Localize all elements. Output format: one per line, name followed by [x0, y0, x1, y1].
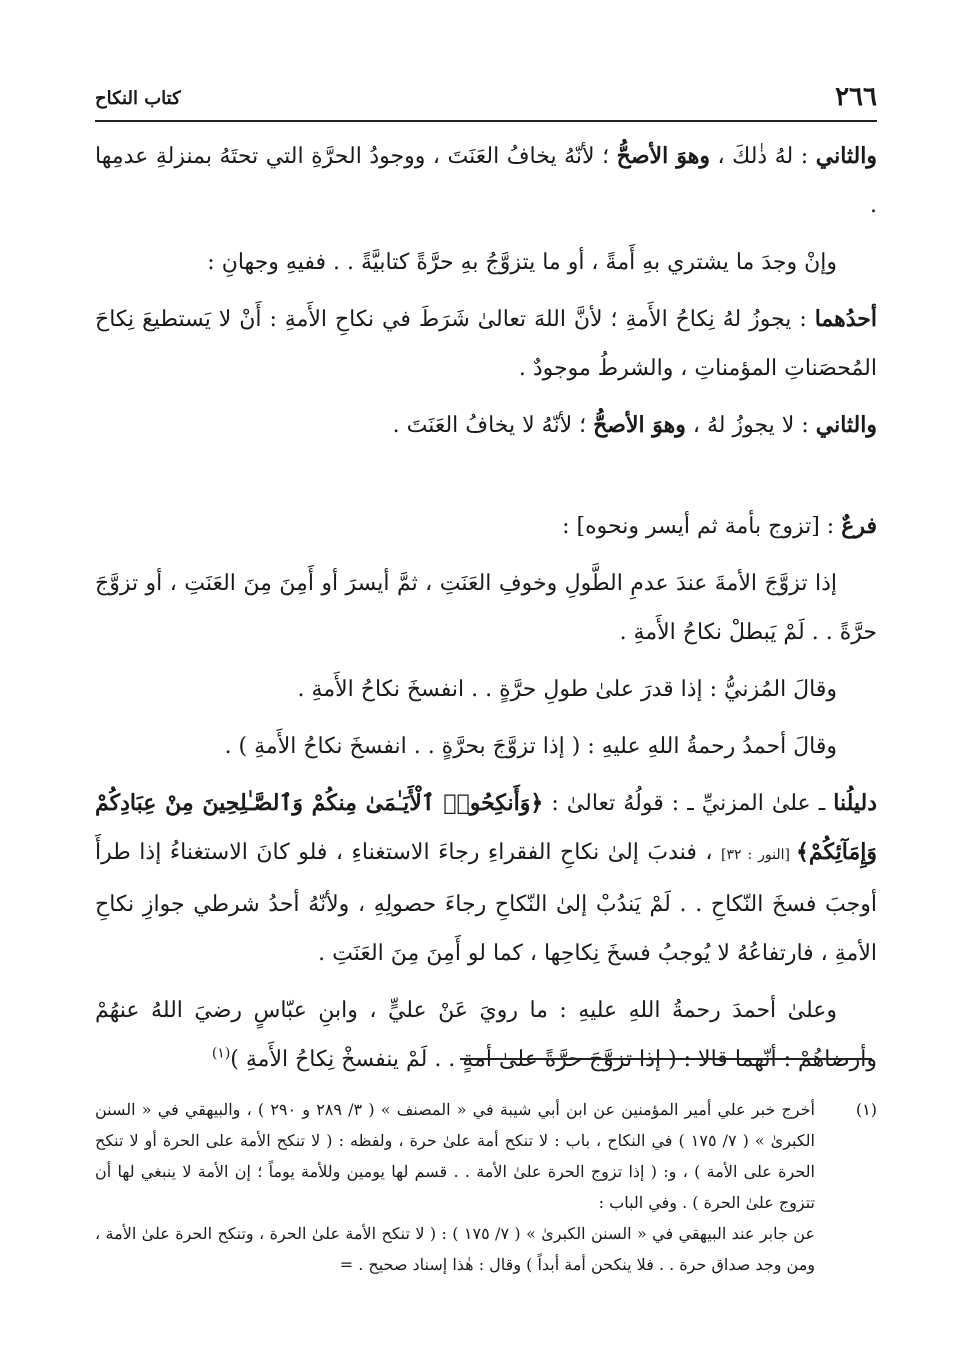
paragraph-label: دليلُنا	[833, 790, 877, 816]
running-header	[95, 78, 877, 122]
main-text	[95, 132, 877, 1084]
paragraph-second-view-2	[95, 401, 877, 450]
paragraph-text: : لهُ ذٰلكَ ،	[710, 144, 816, 169]
paragraph-text: ـ علىٰ المزنيِّ ـ : قولُهُ تعالىٰ :	[543, 791, 834, 816]
paragraph-first-view	[95, 295, 877, 393]
footnotes	[95, 1094, 877, 1280]
quran-reference: [النور : ٣٢]	[720, 847, 796, 863]
paragraph-two-views: وإنْ وجدَ ما يشتري بهِ أَمةً ، أو ما يتزوَّجُ بهِ حرَّةً كتابيَّةً . . ففيهِ وجهانِ :	[207, 250, 837, 275]
paragraph-evidence	[95, 779, 877, 978]
paragraph-muzani-view: وقالَ المُزنيُّ : إذا قدرَ علىٰ طولِ حرَّةٍ . . انفسخَ نكاحُ الأَمةِ .	[297, 677, 837, 702]
paragraph-second-view	[95, 132, 877, 230]
page-number: ٢٦٦	[835, 82, 877, 112]
paragraph-reply-ahmad	[95, 986, 877, 1084]
paragraph-ruling: إذا تزوَّجَ الأمةَ عندَ عدمِ الطَّولِ وخوفِ العَنَتِ ، ثمَّ أيسرَ أو أَمِنَ مِنَ العَنَتِ ، أو تزوَّجَ حرَّةً . . لَمْ يَبطلْ نكاحُ الأَمةِ .	[95, 571, 877, 645]
paragraph-text: ، فندبَ إلىٰ نكاحِ الفقراءِ رجاءَ الاستغناءِ ، فلو كانَ الاستغناءُ إذا طرأَ أوجبَ فسخَ النّكاحِ . . لَمْ يَندُبْ إلىٰ النّكاحِ رجاءَ حصولِهِ ، ولأنّهُ أحدُ شرطي جوازِ نكاحِ الأمةِ ، فارتفاعُهُ لا يُوجبُ فسخَ نِكاحِها ، كما لو أَمِنَ مِنَ العَنَتِ .	[95, 840, 877, 966]
paragraph-ahmad-view: وقالَ أحمدُ رحمةُ اللهِ عليهِ : ( إذا تزوَّجَ بحرَّةٍ . . انفسخَ نكاحُ الأَمةِ ) .	[224, 734, 837, 759]
footnote-line: عن جابر عند البيهقي في « السنن الكبرىٰ » ( ٧/ ١٧٥ ) : ( لا تنكح الأمة علىٰ الحرة ، وتنكح الحرة علىٰ الأمة ، ومن وجد صداق حرة . . فلا ينكحن أمة أبداً ) وقال : هٰذا إسناد صحيح . =	[95, 1224, 815, 1274]
footnote-text	[95, 1094, 815, 1280]
bold-phrase: وهوَ الأصحُّ	[616, 143, 710, 169]
paragraph-text: : يجوزُ لهُ نِكاحُ الأَمةِ ؛ لأنَّ اللهَ تعالىٰ شَرَطَ في نكاحِ الأَمةِ : أَنْ لا يَستطيعَ نِكاحَ المُحصَناتِ المؤمناتِ ، والشرطُ موجودٌ .	[95, 307, 877, 381]
paragraph-text: ؛ لأنّهُ يخافُ العَنَتَ ، ووجودُ الحرَّةِ التي تحتَهُ بمنزلةِ عدمِها .	[95, 144, 877, 218]
footnote-divider	[460, 1058, 872, 1060]
paragraph-label: والثاني	[815, 143, 877, 169]
section-title: : [تزوج بأمة ثم أيسر ونحوه] :	[562, 514, 842, 539]
bold-phrase: وهوَ الأصحُّ	[593, 412, 686, 438]
paragraph-text: ؛ لأنّهُ لا يخافُ العَنَتَ .	[392, 413, 594, 438]
footnote-item	[95, 1094, 877, 1280]
paragraph-label: والثاني	[815, 412, 877, 438]
footnote-number: (١)	[855, 1100, 877, 1119]
paragraph-text: وعلىٰ أحمدَ رحمةُ اللهِ عليهِ : ما رويَ عَنْ عليٍّ ، وابنِ عبّاسٍ رضيَ اللهُ عنهُمْ وأرضاهُمْ : أنّهما قالا : ( إذا تزوَّجَ حرَّةً علىٰ أمةٍ . . لَمْ ينفسخْ نِكاحُ الأَمةِ )	[95, 998, 877, 1072]
book-title: كتاب النكاح	[95, 88, 181, 109]
quran-verse: ﴿وَأَنكِحُوا۟ ٱلْأَيَـٰمَىٰ مِنكُمْ وَٱلصَّـٰلِحِينَ مِنْ عِبَادِكُمْ وَإِمَآئِكُمْ﴾	[95, 790, 877, 865]
section-label: فرعٌ	[841, 513, 877, 539]
paragraph-label: أحدُهما	[814, 306, 877, 332]
footnote-line: أخرج خبر علي أمير المؤمنين عن ابن أبي شيبة في « المصنف » ( ٣/ ٢٨٩ و ٢٩٠ ) ، والبيهقي في « السنن الكبرىٰ » ( ٧/ ١٧٥ ) في النكاح ، باب : لا تنكح أمة علىٰ حرة ، ولفظه : ( لا تنكح الأمة على الحرة أو لا تنكح الحرة على الأمة ) ، و: ( إذا تزوج الحرة علىٰ الأمة . . قسم لها يومين وللأمة يوماً ؛ إن الأمة لا ينبغي لها أن تتزوج علىٰ الحرة ) . وفي الباب :	[95, 1100, 816, 1212]
section-heading-far	[95, 502, 877, 551]
paragraph-text: : لا يجوزُ لهُ ،	[685, 413, 816, 438]
footnote-marker[interactable]: (١)	[211, 1045, 231, 1062]
